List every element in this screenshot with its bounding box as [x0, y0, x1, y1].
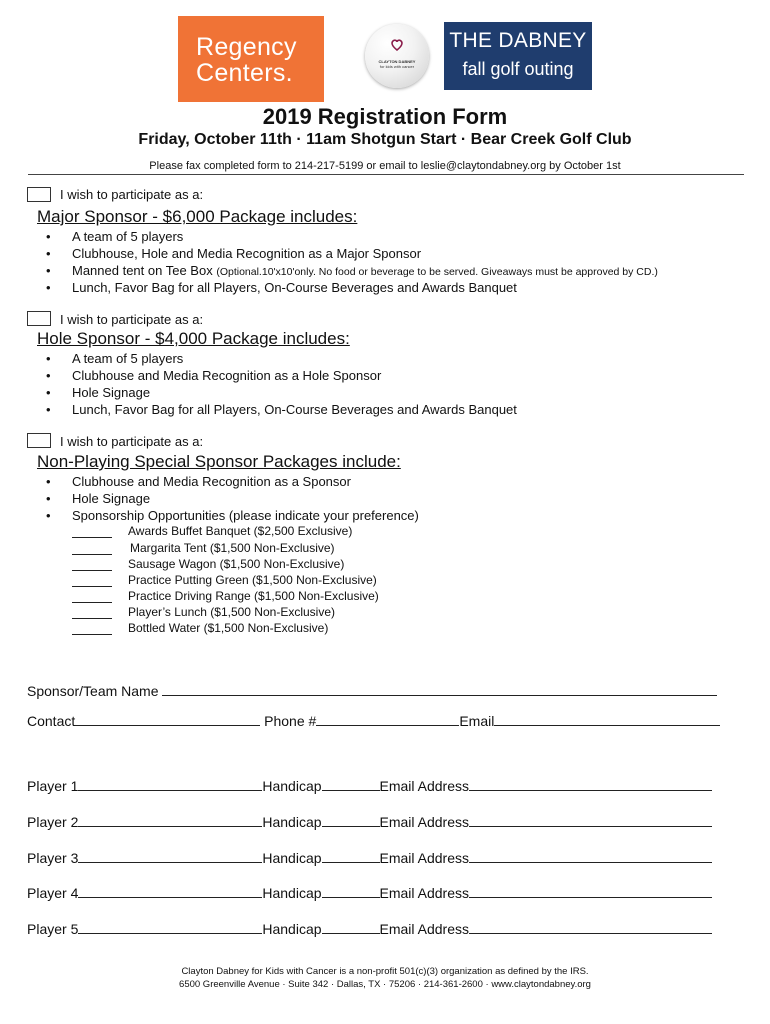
- email-field[interactable]: [494, 711, 720, 726]
- phone-label: Phone #: [264, 713, 317, 729]
- dabney-logo-line2: fall golf outing: [462, 59, 574, 79]
- list-item: • Clubhouse and Media Recognition as a Hole Sponsor: [46, 368, 382, 383]
- special-sponsor-title: Non-Playing Special Sponsor Packages include:: [37, 452, 401, 471]
- list-item: • Sponsorship Opportunities (please indicate your preference): [46, 508, 419, 523]
- option-putting-green: Practice Putting Green ($1,500 Non-Exclusive): [128, 573, 377, 587]
- hole-sponsor-title: Hole Sponsor - $4,000 Package includes:: [37, 329, 350, 348]
- handicap-label: Handicap: [262, 885, 322, 901]
- header-divider: [28, 174, 744, 175]
- page-title: 2019 Registration Form: [262, 104, 508, 129]
- player-label: Player 4: [27, 885, 79, 901]
- email-address-label: Email Address: [379, 921, 469, 937]
- option-blank-7[interactable]: [72, 622, 112, 640]
- option-sausage-wagon: Sausage Wagon ($1,500 Non-Exclusive): [128, 557, 345, 571]
- handicap-field[interactable]: [322, 919, 380, 934]
- player-email-field[interactable]: [469, 848, 712, 863]
- option-awards-banquet: Awards Buffet Banquet ($2,500 Exclusive): [128, 524, 353, 538]
- list-item: • Clubhouse and Media Recognition as a Sponsor: [46, 474, 351, 489]
- player-row: [27, 883, 712, 901]
- regency-logo-line2: Centers.: [196, 59, 293, 87]
- ball-text-line1: CLAYTON DABNEY: [378, 59, 416, 64]
- handicap-field[interactable]: [322, 812, 380, 827]
- regency-logo-line1: Regency: [196, 33, 297, 61]
- list-item: • A team of 5 players: [46, 229, 184, 244]
- list-item: • Lunch, Favor Bag for all Players, On-Course Beverages and Awards Banquet: [46, 402, 517, 417]
- player-name-field[interactable]: [78, 776, 262, 791]
- player-label: Player 1: [27, 778, 79, 794]
- player-name-field[interactable]: [78, 812, 262, 827]
- player-email-field[interactable]: [469, 883, 712, 898]
- email-label: Email: [459, 713, 495, 729]
- event-subtitle: Friday, October 11th · 11am Shotgun Start · Bear Creek Golf Club: [138, 131, 632, 148]
- option-bottled-water: Bottled Water ($1,500 Non-Exclusive): [128, 621, 329, 635]
- regency-centers-logo: [178, 16, 324, 102]
- email-address-label: Email Address: [379, 850, 469, 866]
- golf-ball-logo: [365, 24, 429, 88]
- handicap-label: Handicap: [262, 850, 322, 866]
- contact-label: Contact: [27, 713, 76, 729]
- player-label: Player 5: [27, 921, 79, 937]
- footer-nonprofit-note: Clayton Dabney for Kids with Cancer is a non-profit 501(c)(3) organization as defined by the IRS.: [181, 966, 589, 977]
- hole-sponsor-checkbox[interactable]: [27, 311, 51, 326]
- contact-field[interactable]: [75, 711, 260, 726]
- handicap-field[interactable]: [322, 848, 380, 863]
- sponsor-team-row: [27, 681, 717, 699]
- hole-sponsor-wish-label: I wish to participate as a:: [60, 312, 204, 327]
- option-players-lunch: Player’s Lunch ($1,500 Non-Exclusive): [128, 605, 335, 619]
- email-address-label: Email Address: [379, 814, 469, 830]
- special-sponsor-checkbox[interactable]: [27, 433, 51, 448]
- handicap-label: Handicap: [262, 814, 322, 830]
- player-row: [27, 812, 712, 830]
- option-margarita-tent: Margarita Tent ($1,500 Non-Exclusive): [130, 541, 335, 555]
- dabney-golf-outing-logo: [444, 22, 592, 90]
- list-item: • Manned tent on Tee Box (Optional.10'x10'only. No food or beverage to be served. Giveaways must be approved by CD.): [46, 263, 658, 278]
- player-name-field[interactable]: [78, 919, 262, 934]
- special-sponsor-wish-label: I wish to participate as a:: [60, 434, 204, 449]
- sponsor-team-field[interactable]: [162, 681, 717, 696]
- footer-address: 6500 Greenville Avenue · Suite 342 · Dallas, TX · 75206 · 214-361-2600 · www.claytondabney.org: [179, 979, 591, 990]
- heart-icon: [390, 38, 404, 52]
- list-item: • A team of 5 players: [46, 351, 184, 366]
- phone-field[interactable]: [316, 711, 459, 726]
- sponsor-team-label: Sponsor/Team Name: [27, 683, 159, 699]
- option-driving-range: Practice Driving Range ($1,500 Non-Exclusive): [128, 589, 379, 603]
- player-name-field[interactable]: [78, 848, 262, 863]
- player-label: Player 3: [27, 850, 79, 866]
- handicap-field[interactable]: [322, 776, 380, 791]
- player-label: Player 2: [27, 814, 79, 830]
- list-item: • Hole Signage: [46, 491, 151, 506]
- player-row: [27, 848, 712, 866]
- email-address-label: Email Address: [379, 885, 469, 901]
- option-blank-1[interactable]: [72, 525, 112, 543]
- major-sponsor-title: Major Sponsor - $6,000 Package includes:: [37, 207, 358, 226]
- handicap-label: Handicap: [262, 778, 322, 794]
- handicap-label: Handicap: [262, 921, 322, 937]
- list-item: • Clubhouse, Hole and Media Recognition as a Major Sponsor: [46, 246, 422, 261]
- contact-row: [27, 711, 720, 729]
- list-item: • Hole Signage: [46, 385, 151, 400]
- fax-instructions: Please fax completed form to 214-217-5199 or email to leslie@claytondabney.org by October 1st: [149, 160, 621, 172]
- player-email-field[interactable]: [469, 919, 712, 934]
- player-name-field[interactable]: [78, 883, 262, 898]
- major-sponsor-wish-label: I wish to participate as a:: [60, 187, 204, 202]
- dabney-logo-line1: THE DABNEY: [449, 29, 587, 52]
- ball-text-line2: for kids with cancer: [379, 64, 415, 69]
- player-row: [27, 919, 712, 937]
- handicap-field[interactable]: [322, 883, 380, 898]
- tent-note: (Optional.10'x10'only. No food or beverage to be served. Giveaways must be approved by CD.): [216, 266, 658, 278]
- email-address-label: Email Address: [379, 778, 469, 794]
- player-row: [27, 776, 712, 794]
- player-email-field[interactable]: [469, 812, 712, 827]
- major-sponsor-checkbox[interactable]: [27, 187, 51, 202]
- list-item: • Lunch, Favor Bag for all Players, On-Course Beverages and Awards Banquet: [46, 280, 517, 295]
- player-email-field[interactable]: [469, 776, 712, 791]
